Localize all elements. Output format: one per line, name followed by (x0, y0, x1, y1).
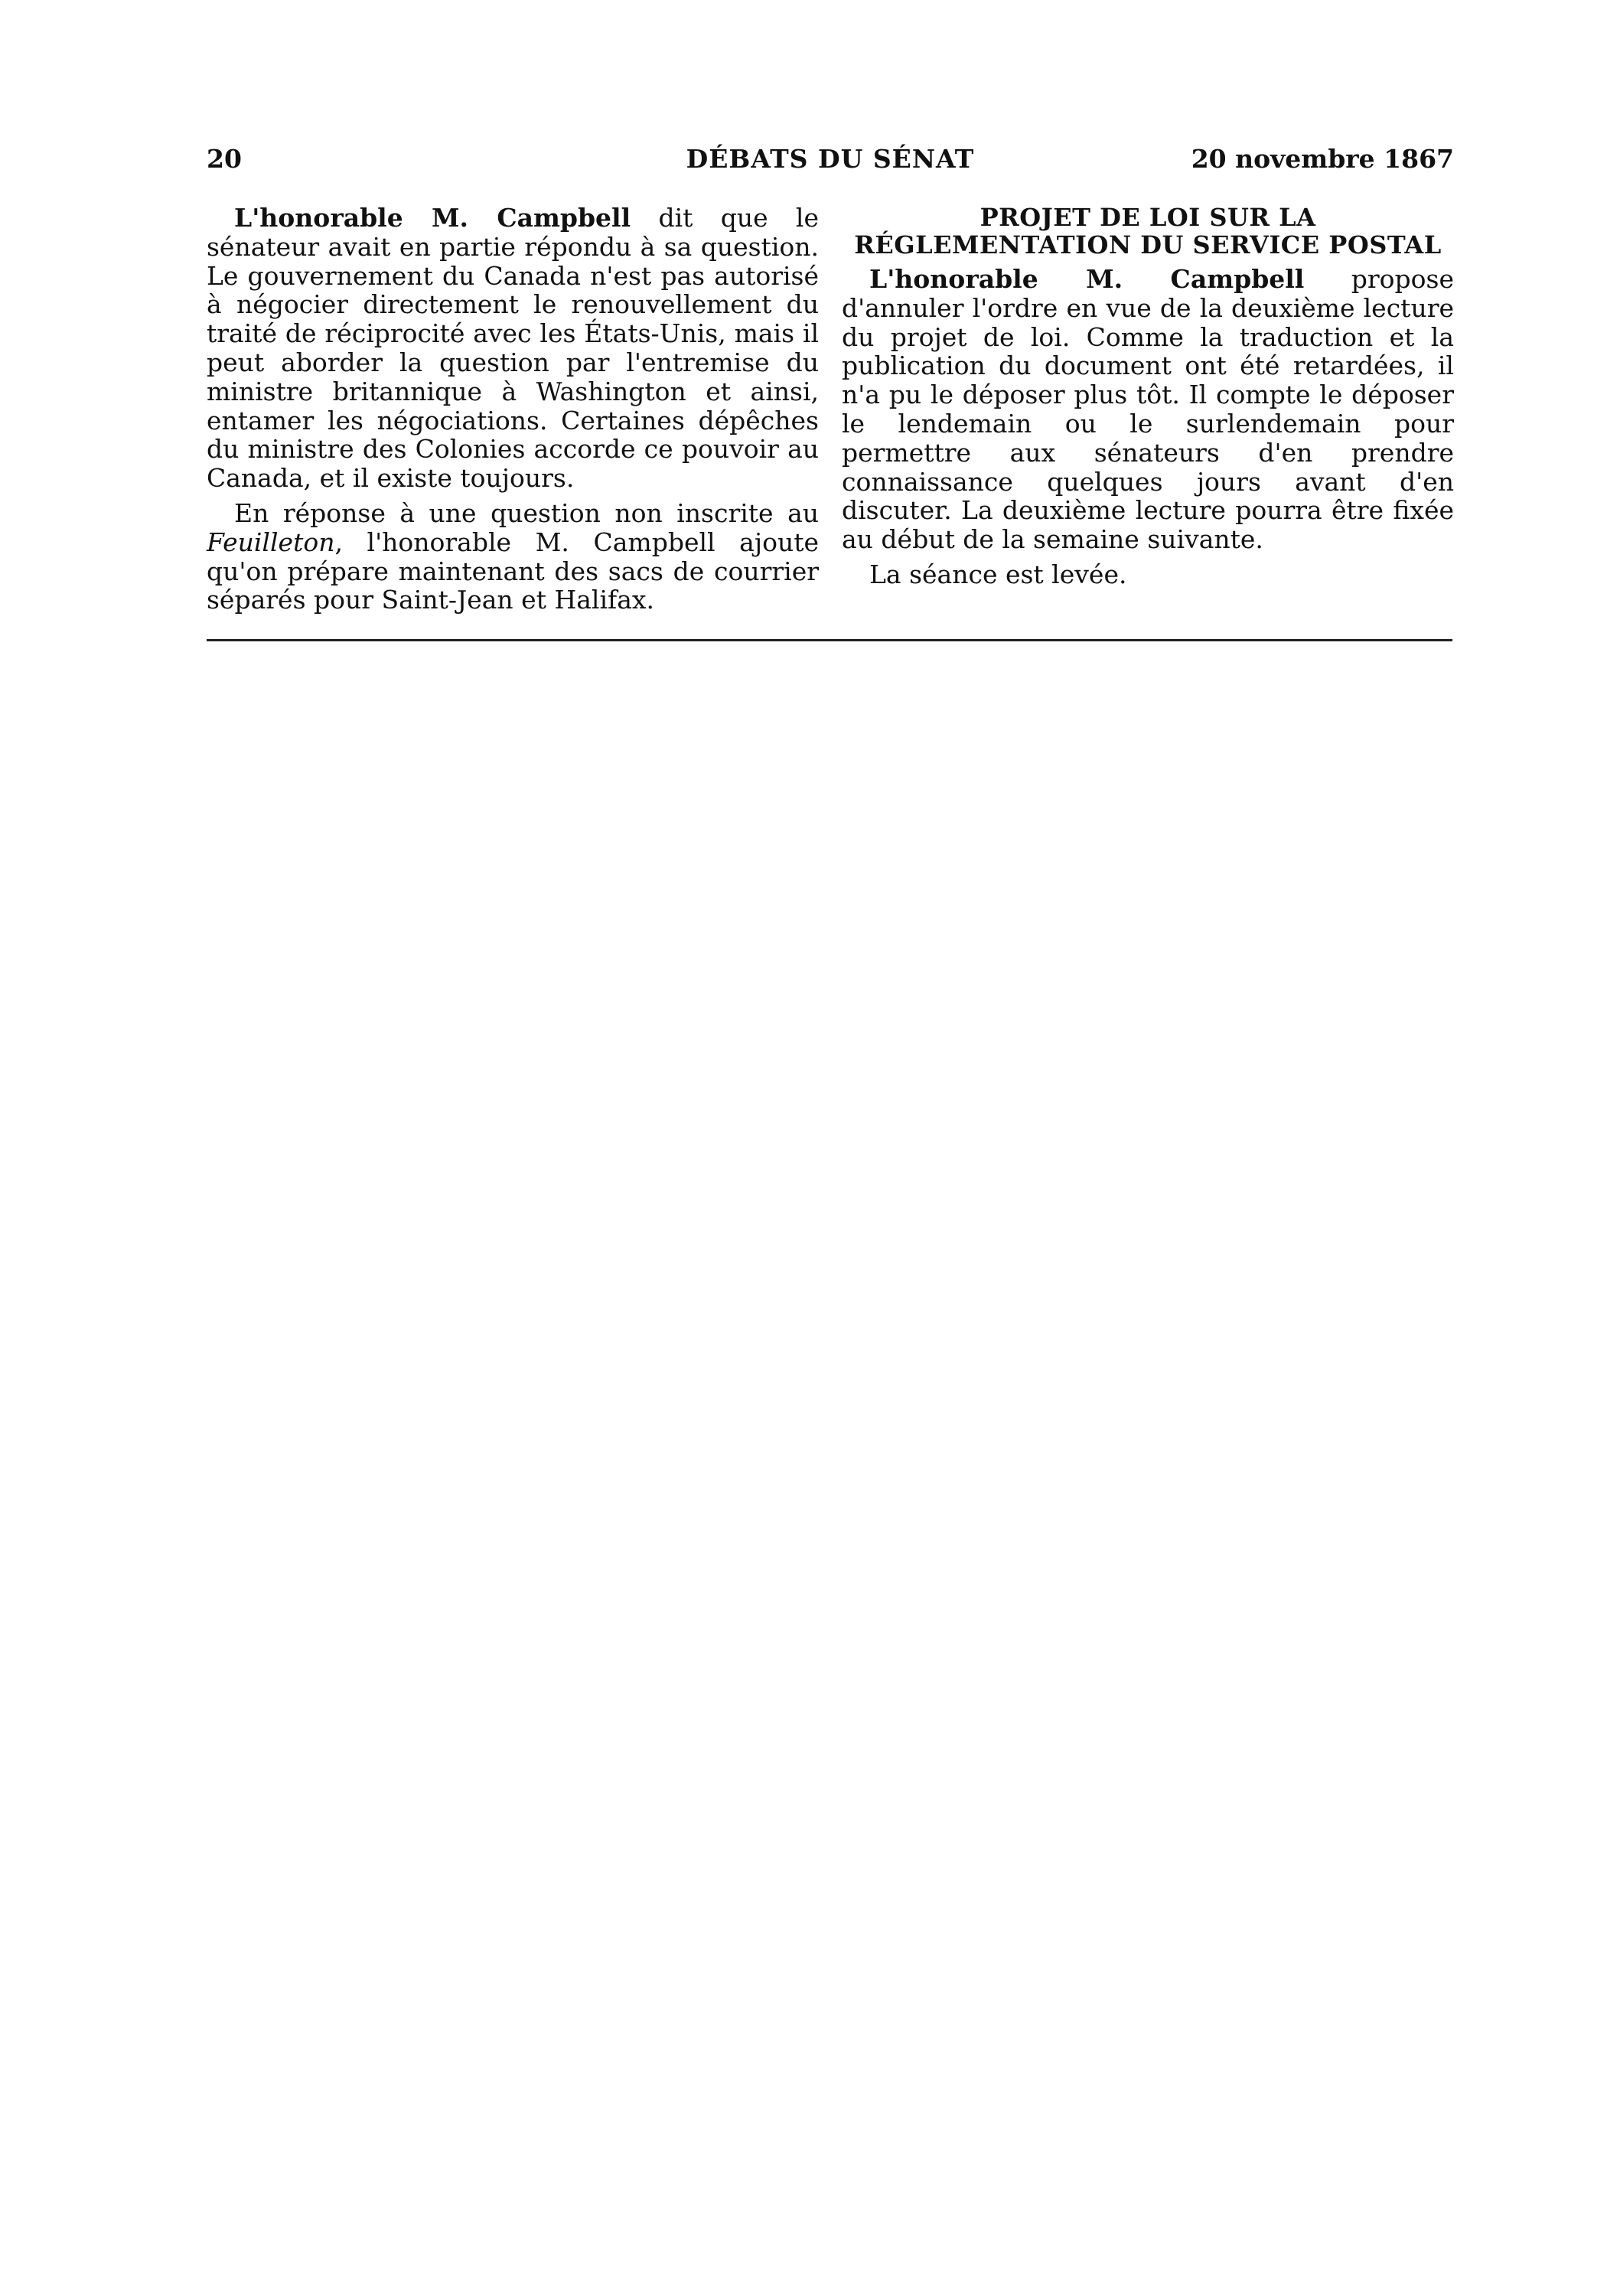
speaker-name: L'honorable M. Campbell (234, 203, 631, 233)
paragraph-text: propose d'annuler l'ordre en vue de la deuxième lecture du projet de loi. Comme la traduction et la publication du document ont été retardées, il n'a pu le déposer plus tôt. Il compte le déposer le lendemain ou le surlendemain pour permettre aux sénateurs d'en prendre connaissance quelques jours avant d'en discuter. La deuxième lecture pourra être fixée au début de la semaine suivante. (842, 264, 1454, 555)
right-column (842, 204, 1454, 595)
paragraph-text-end: , l'honorable M. Campbell ajoute qu'on prépare maintenant des sacs de courrier séparés pour Saint-Jean et Halifax. (207, 527, 819, 615)
session-date: 20 novembre 1867 (1191, 144, 1454, 174)
section-heading: PROJET DE LOI SUR LA RÉGLEMENTATION DU SERVICE POSTAL (854, 203, 1442, 259)
closing-rule (207, 639, 1452, 641)
feuilleton-term: Feuilleton (207, 527, 335, 557)
speaker-name: L'honorable M. Campbell (869, 264, 1305, 294)
campbell-reply-paragraph (207, 204, 819, 493)
journal-title: DÉBATS DU SÉNAT (686, 144, 975, 174)
left-column (207, 204, 819, 621)
page-number: 20 (207, 144, 242, 174)
postal-bill-paragraph (842, 265, 1454, 554)
paragraph-text-start: En réponse à une question non inscrite au (234, 497, 819, 528)
page-header (207, 142, 1454, 176)
paragraph-text: dit que le sénateur avait en partie répondu à sa question. Le gouvernement du Canada n'est pas autorisé à négocier directement le renouvellement du traité de réciprocité avec les États-Unis, mais il peut aborder la question par l'entremise du ministre britannique à Washington et ainsi, entamer les négociations. Certaines dépêches du ministre des Colonies accorde ce pouvoir au Canada, et il existe toujours. (207, 203, 819, 494)
adjournment-paragraph: La séance est levée. (869, 559, 1127, 589)
mail-bags-paragraph (207, 499, 819, 615)
